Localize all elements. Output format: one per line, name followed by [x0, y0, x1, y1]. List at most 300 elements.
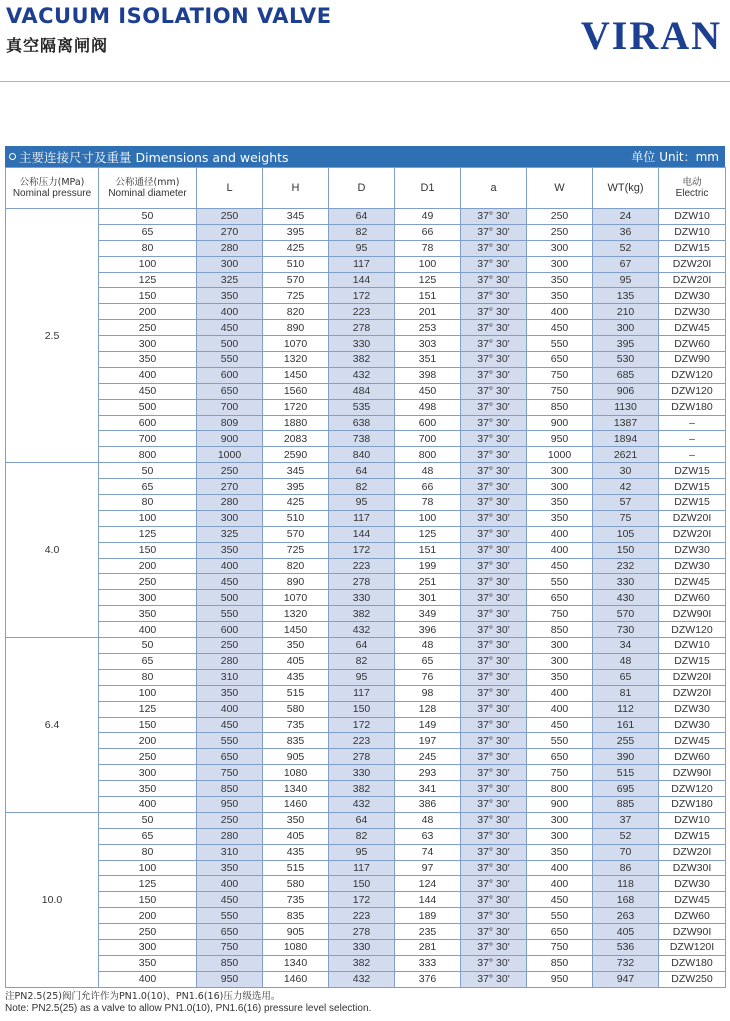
table-cell: 1460 — [263, 971, 329, 987]
table-cell: 37° 30' — [461, 320, 527, 336]
table-cell: DZW120 — [659, 383, 726, 399]
table-cell: 255 — [593, 733, 659, 749]
table-cell: DZW20I — [659, 510, 726, 526]
col-header-w: W — [527, 168, 593, 209]
table-cell: DZW15 — [659, 653, 726, 669]
table-cell: 74 — [395, 844, 461, 860]
table-cell: 330 — [329, 590, 395, 606]
table-cell: 125 — [395, 526, 461, 542]
table-cell: 125 — [99, 876, 197, 892]
table-header-row — [6, 168, 726, 209]
table-cell: 905 — [263, 749, 329, 765]
dimensions-table-section — [5, 146, 725, 988]
table-cell: DZW15 — [659, 240, 726, 256]
table-cell: 1070 — [263, 590, 329, 606]
table-cell: 100 — [395, 510, 461, 526]
table-cell: 95 — [329, 669, 395, 685]
table-cell: 65 — [395, 653, 461, 669]
table-cell: 34 — [593, 638, 659, 654]
table-row — [6, 320, 726, 336]
table-cell: 580 — [263, 876, 329, 892]
table-cell: 37° 30' — [461, 765, 527, 781]
table-cell: 37° 30' — [461, 828, 527, 844]
table-cell: 150 — [99, 542, 197, 558]
table-cell: 390 — [593, 749, 659, 765]
table-cell: 1880 — [263, 415, 329, 431]
table-cell: 250 — [99, 924, 197, 940]
table-cell: 515 — [263, 860, 329, 876]
table-cell: 400 — [527, 876, 593, 892]
table-row — [6, 733, 726, 749]
table-cell: 65 — [99, 653, 197, 669]
table-cell: 1450 — [263, 622, 329, 638]
table-cell: 580 — [263, 701, 329, 717]
table-cell: 200 — [99, 908, 197, 924]
table-cell: 100 — [99, 860, 197, 876]
table-cell: 151 — [395, 288, 461, 304]
table-cell: 650 — [197, 924, 263, 940]
table-cell: 400 — [99, 971, 197, 987]
table-cell: DZW45 — [659, 320, 726, 336]
table-cell: 37° 30' — [461, 224, 527, 240]
table-cell: 405 — [263, 653, 329, 669]
table-row — [6, 209, 726, 225]
table-cell: 550 — [527, 574, 593, 590]
col-header-d: D — [329, 168, 395, 209]
header-divider — [0, 81, 730, 82]
table-cell: 400 — [197, 304, 263, 320]
table-row — [6, 765, 726, 781]
table-cell: 850 — [527, 622, 593, 638]
table-cell: 270 — [197, 224, 263, 240]
table-cell: 37° 30' — [461, 526, 527, 542]
table-cell: 80 — [99, 495, 197, 511]
table-cell: 150 — [99, 892, 197, 908]
table-cell: 330 — [329, 939, 395, 955]
table-row — [6, 749, 726, 765]
table-cell: 382 — [329, 955, 395, 971]
table-cell: 400 — [527, 526, 593, 542]
table-cell: DZW30I — [659, 860, 726, 876]
table-cell: 80 — [99, 844, 197, 860]
table-cell: 350 — [527, 272, 593, 288]
table-cell: 725 — [263, 288, 329, 304]
table-cell: 2083 — [263, 431, 329, 447]
table-cell: 425 — [263, 495, 329, 511]
table-cell: 570 — [263, 526, 329, 542]
table-cell: 223 — [329, 304, 395, 320]
table-cell: 50 — [99, 463, 197, 479]
table-cell: 650 — [197, 749, 263, 765]
table-cell: DZW15 — [659, 479, 726, 495]
table-cell: 430 — [593, 590, 659, 606]
table-row — [6, 971, 726, 987]
table-row — [6, 685, 726, 701]
table-cell: DZW30 — [659, 701, 726, 717]
table-cell: 161 — [593, 717, 659, 733]
table-row — [6, 447, 726, 463]
table-cell: 263 — [593, 908, 659, 924]
page-header — [0, 0, 730, 82]
table-cell: 151 — [395, 542, 461, 558]
table-cell: 37° 30' — [461, 304, 527, 320]
table-cell: 270 — [197, 479, 263, 495]
table-cell: 95 — [329, 844, 395, 860]
table-cell: 1894 — [593, 431, 659, 447]
table-cell: 1460 — [263, 796, 329, 812]
table-row — [6, 606, 726, 622]
table-cell: DZW45 — [659, 733, 726, 749]
table-cell: 37° 30' — [461, 352, 527, 368]
table-cell: 600 — [197, 367, 263, 383]
table-cell: 281 — [395, 939, 461, 955]
table-cell: 835 — [263, 733, 329, 749]
table-cell: 37° 30' — [461, 622, 527, 638]
table-cell: 95 — [593, 272, 659, 288]
table-cell: 95 — [329, 495, 395, 511]
table-title: 主要连接尺寸及重量 Dimensions and weights — [19, 149, 289, 165]
table-cell: 850 — [527, 399, 593, 415]
table-row — [6, 796, 726, 812]
table-cell: 1000 — [527, 447, 593, 463]
table-cell: 245 — [395, 749, 461, 765]
table-cell: 730 — [593, 622, 659, 638]
table-cell: 235 — [395, 924, 461, 940]
table-cell: DZW90 — [659, 352, 726, 368]
table-row — [6, 367, 726, 383]
table-cell: 1080 — [263, 765, 329, 781]
table-cell: 325 — [197, 526, 263, 542]
table-cell: 450 — [527, 558, 593, 574]
table-cell: DZW15 — [659, 495, 726, 511]
table-cell: 37° 30' — [461, 542, 527, 558]
table-row — [6, 272, 726, 288]
table-cell: 498 — [395, 399, 461, 415]
table-cell: 37° 30' — [461, 606, 527, 622]
table-cell: 435 — [263, 669, 329, 685]
table-cell: 450 — [395, 383, 461, 399]
table-row — [6, 590, 726, 606]
table-cell: 1320 — [263, 352, 329, 368]
table-cell: DZW120I — [659, 939, 726, 955]
table-cell: 750 — [527, 367, 593, 383]
table-cell: 350 — [197, 685, 263, 701]
table-cell: 37° 30' — [461, 908, 527, 924]
table-cell: – — [659, 447, 726, 463]
table-row — [6, 828, 726, 844]
table-cell: 1130 — [593, 399, 659, 415]
table-cell: 850 — [197, 781, 263, 797]
table-cell: 2621 — [593, 447, 659, 463]
table-cell: DZW180 — [659, 399, 726, 415]
table-cell: 65 — [99, 224, 197, 240]
table-cell: 395 — [593, 336, 659, 352]
table-cell: DZW180 — [659, 955, 726, 971]
table-cell: 118 — [593, 876, 659, 892]
table-cell: 325 — [197, 272, 263, 288]
table-cell: 432 — [329, 971, 395, 987]
table-cell: 850 — [527, 955, 593, 971]
table-cell: 400 — [197, 876, 263, 892]
table-cell: 400 — [527, 542, 593, 558]
table-cell: 750 — [527, 765, 593, 781]
table-cell: 432 — [329, 367, 395, 383]
table-cell: 376 — [395, 971, 461, 987]
table-cell: 250 — [197, 463, 263, 479]
table-cell: 37° 30' — [461, 367, 527, 383]
table-cell: 1450 — [263, 367, 329, 383]
table-cell: 150 — [329, 701, 395, 717]
table-cell: 125 — [395, 272, 461, 288]
table-cell: 37° 30' — [461, 431, 527, 447]
table-cell: 197 — [395, 733, 461, 749]
table-cell: DZW90I — [659, 606, 726, 622]
col-header-diameter: 公称通径(mm) Nominal diameter — [99, 168, 197, 209]
table-cell: 732 — [593, 955, 659, 971]
table-cell: 350 — [197, 542, 263, 558]
table-cell: 250 — [197, 812, 263, 828]
table-cell: 300 — [197, 256, 263, 272]
table-cell: 890 — [263, 320, 329, 336]
table-cell: 500 — [197, 336, 263, 352]
table-row — [6, 240, 726, 256]
footnote — [5, 991, 725, 1016]
table-cell: 100 — [99, 685, 197, 701]
table-cell: DZW10 — [659, 209, 726, 225]
table-cell: 695 — [593, 781, 659, 797]
table-cell: 223 — [329, 733, 395, 749]
table-cell: 900 — [527, 796, 593, 812]
table-cell: 400 — [99, 367, 197, 383]
table-cell: DZW60 — [659, 590, 726, 606]
table-cell: 251 — [395, 574, 461, 590]
table-cell: 800 — [395, 447, 461, 463]
table-cell: 1720 — [263, 399, 329, 415]
table-cell: 600 — [395, 415, 461, 431]
table-cell: 37° 30' — [461, 399, 527, 415]
table-cell: 82 — [329, 224, 395, 240]
table-cell: 750 — [527, 383, 593, 399]
table-cell: 48 — [395, 812, 461, 828]
product-title-en: VACUUM ISOLATION VALVE — [6, 4, 332, 28]
table-cell: 650 — [527, 749, 593, 765]
table-row — [6, 892, 726, 908]
table-cell: 750 — [197, 939, 263, 955]
table-cell: 172 — [329, 542, 395, 558]
table-cell: 172 — [329, 288, 395, 304]
table-cell: 395 — [263, 479, 329, 495]
table-cell: 550 — [527, 908, 593, 924]
table-cell: 1000 — [197, 447, 263, 463]
table-row — [6, 463, 726, 479]
table-cell: 435 — [263, 844, 329, 860]
table-cell: 350 — [527, 510, 593, 526]
table-cell: 278 — [329, 574, 395, 590]
table-row — [6, 701, 726, 717]
table-cell: 535 — [329, 399, 395, 415]
table-title-bar — [5, 146, 725, 167]
table-cell: DZW90I — [659, 924, 726, 940]
table-cell: 382 — [329, 606, 395, 622]
table-cell: 50 — [99, 812, 197, 828]
table-cell: 500 — [197, 590, 263, 606]
table-cell: 1340 — [263, 781, 329, 797]
table-cell: 105 — [593, 526, 659, 542]
table-cell: 820 — [263, 558, 329, 574]
table-row — [6, 955, 726, 971]
table-cell: 500 — [99, 399, 197, 415]
table-cell: 700 — [395, 431, 461, 447]
table-cell: 382 — [329, 781, 395, 797]
table-cell: 37° 30' — [461, 669, 527, 685]
table-cell: 81 — [593, 685, 659, 701]
table-row — [6, 781, 726, 797]
table-cell: 78 — [395, 495, 461, 511]
table-cell: 37° 30' — [461, 860, 527, 876]
table-cell: 125 — [99, 701, 197, 717]
table-cell: 37° 30' — [461, 256, 527, 272]
table-cell: 510 — [263, 256, 329, 272]
table-cell: 250 — [197, 209, 263, 225]
table-cell: 809 — [197, 415, 263, 431]
table-cell: DZW60 — [659, 749, 726, 765]
table-cell: 280 — [197, 240, 263, 256]
table-cell: 850 — [197, 955, 263, 971]
table-cell: DZW120 — [659, 622, 726, 638]
table-cell: 64 — [329, 463, 395, 479]
table-cell: 37° 30' — [461, 955, 527, 971]
table-row — [6, 431, 726, 447]
table-cell: 905 — [263, 924, 329, 940]
table-cell: 570 — [263, 272, 329, 288]
table-cell: DZW15 — [659, 828, 726, 844]
table-cell: 117 — [329, 685, 395, 701]
table-cell: 550 — [527, 733, 593, 749]
table-cell: 86 — [593, 860, 659, 876]
table-cell: 117 — [329, 256, 395, 272]
table-cell: 550 — [527, 336, 593, 352]
table-cell: 48 — [395, 463, 461, 479]
table-cell: 300 — [527, 463, 593, 479]
table-cell: 200 — [99, 558, 197, 574]
table-cell: 144 — [395, 892, 461, 908]
table-cell: 144 — [329, 526, 395, 542]
table-cell: 37° 30' — [461, 590, 527, 606]
table-cell: 450 — [197, 574, 263, 590]
table-cell: 530 — [593, 352, 659, 368]
table-cell: 82 — [329, 653, 395, 669]
table-cell: 82 — [329, 479, 395, 495]
table-cell: 280 — [197, 495, 263, 511]
table-cell: DZW10 — [659, 638, 726, 654]
table-cell: 345 — [263, 209, 329, 225]
table-cell: 37° 30' — [461, 336, 527, 352]
table-cell: 400 — [527, 685, 593, 701]
table-cell: 64 — [329, 638, 395, 654]
table-cell: 200 — [99, 733, 197, 749]
table-cell: 1560 — [263, 383, 329, 399]
table-cell: 350 — [99, 955, 197, 971]
table-cell: 400 — [527, 860, 593, 876]
table-cell: 885 — [593, 796, 659, 812]
table-cell: 650 — [527, 352, 593, 368]
table-cell: 300 — [527, 812, 593, 828]
table-cell: 300 — [197, 510, 263, 526]
table-cell: 37° 30' — [461, 749, 527, 765]
table-cell: 37° 30' — [461, 844, 527, 860]
table-row — [6, 526, 726, 542]
table-cell: 400 — [527, 701, 593, 717]
table-cell: 52 — [593, 828, 659, 844]
brand-logo: VIRAN — [580, 13, 722, 58]
table-cell: 950 — [197, 971, 263, 987]
table-cell: 350 — [263, 638, 329, 654]
table-cell: 117 — [329, 510, 395, 526]
table-cell: 149 — [395, 717, 461, 733]
table-cell: 330 — [329, 765, 395, 781]
table-cell: 223 — [329, 908, 395, 924]
table-cell: 600 — [197, 622, 263, 638]
table-cell: 64 — [329, 812, 395, 828]
table-cell: 350 — [263, 812, 329, 828]
table-cell: 189 — [395, 908, 461, 924]
table-cell: – — [659, 415, 726, 431]
table-cell: 550 — [197, 352, 263, 368]
table-cell: 310 — [197, 669, 263, 685]
table-row — [6, 383, 726, 399]
pressure-cell: 10.0 — [6, 812, 99, 987]
table-cell: DZW20I — [659, 256, 726, 272]
table-cell: 117 — [329, 860, 395, 876]
table-cell: 70 — [593, 844, 659, 860]
table-cell: 650 — [527, 924, 593, 940]
table-cell: 432 — [329, 796, 395, 812]
table-cell: 128 — [395, 701, 461, 717]
table-cell: 947 — [593, 971, 659, 987]
table-cell: DZW20I — [659, 669, 726, 685]
table-cell: 840 — [329, 447, 395, 463]
table-cell: 63 — [395, 828, 461, 844]
table-cell: 82 — [329, 828, 395, 844]
table-row — [6, 844, 726, 860]
table-cell: 350 — [527, 669, 593, 685]
table-cell: DZW45 — [659, 574, 726, 590]
table-row — [6, 352, 726, 368]
table-cell: 37° 30' — [461, 495, 527, 511]
table-row — [6, 415, 726, 431]
table-cell: 201 — [395, 304, 461, 320]
table-cell: 37° 30' — [461, 383, 527, 399]
table-cell: 37° 30' — [461, 892, 527, 908]
table-cell: 37° 30' — [461, 240, 527, 256]
table-cell: 280 — [197, 828, 263, 844]
table-cell: 550 — [197, 606, 263, 622]
table-cell: 112 — [593, 701, 659, 717]
table-cell: 638 — [329, 415, 395, 431]
col-header-a: a — [461, 168, 527, 209]
table-cell: 800 — [527, 781, 593, 797]
table-cell: 250 — [527, 209, 593, 225]
table-cell: 37° 30' — [461, 288, 527, 304]
col-header-electric: 电动 Electric — [659, 168, 726, 209]
table-cell: 333 — [395, 955, 461, 971]
table-cell: 950 — [527, 431, 593, 447]
table-row — [6, 336, 726, 352]
table-cell: 350 — [99, 352, 197, 368]
table-row — [6, 876, 726, 892]
table-cell: 64 — [329, 209, 395, 225]
table-row — [6, 812, 726, 828]
